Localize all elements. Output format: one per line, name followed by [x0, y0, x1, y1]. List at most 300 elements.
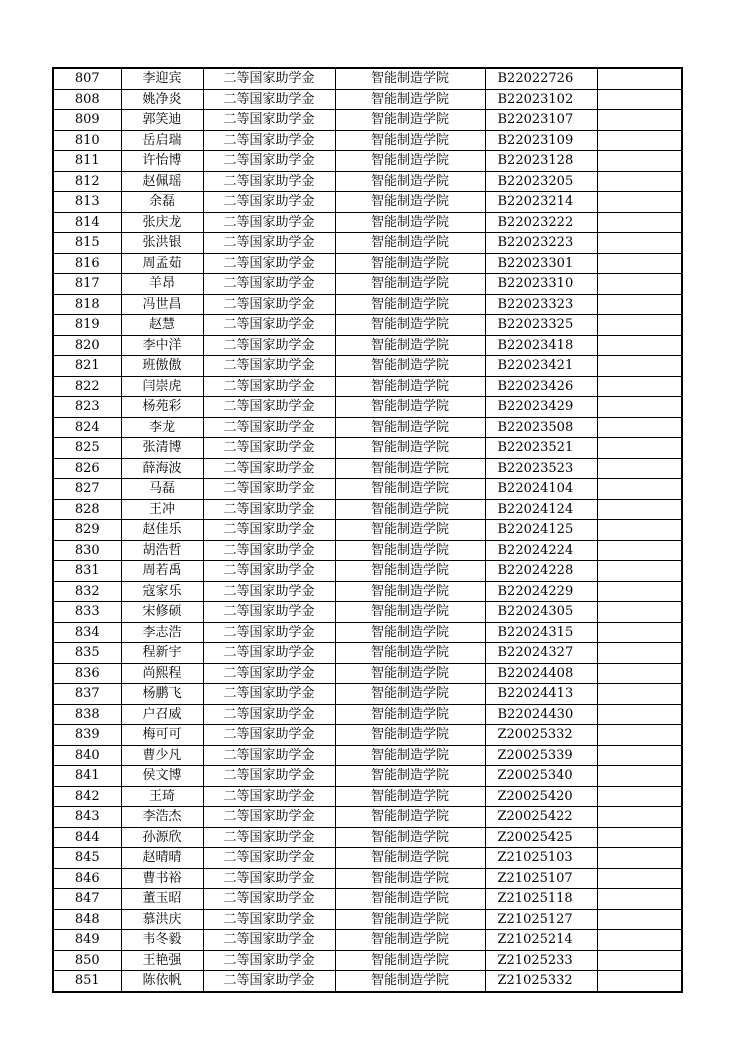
college-cell: 智能制造学院	[335, 520, 485, 541]
row-number-cell: 811	[53, 151, 121, 172]
table-row	[53, 171, 682, 192]
award-level-cell: 二等国家助学金	[203, 909, 335, 930]
student-name-cell: 余磊	[121, 192, 203, 213]
remark-cell	[597, 889, 682, 910]
student-name-cell: 慕洪庆	[121, 909, 203, 930]
table-row	[53, 499, 682, 520]
college-cell: 智能制造学院	[335, 868, 485, 889]
college-cell: 智能制造学院	[335, 499, 485, 520]
remark-cell	[597, 68, 682, 89]
college-cell: 智能制造学院	[335, 212, 485, 233]
student-name-cell: 郭笑迪	[121, 110, 203, 131]
award-level-cell: 二等国家助学金	[203, 376, 335, 397]
student-id-cell: B22024229	[485, 581, 597, 602]
student-name-cell: 羊昂	[121, 274, 203, 295]
table-row	[53, 130, 682, 151]
remark-cell	[597, 356, 682, 377]
student-name-cell: 姚净炎	[121, 89, 203, 110]
remark-cell	[597, 930, 682, 951]
award-level-cell: 二等国家助学金	[203, 253, 335, 274]
remark-cell	[597, 971, 682, 992]
award-level-cell: 二等国家助学金	[203, 520, 335, 541]
student-name-cell: 王冲	[121, 499, 203, 520]
college-cell: 智能制造学院	[335, 725, 485, 746]
remark-cell	[597, 950, 682, 971]
row-number-cell: 850	[53, 950, 121, 971]
row-number-cell: 830	[53, 540, 121, 561]
remark-cell	[597, 479, 682, 500]
row-number-cell: 808	[53, 89, 121, 110]
row-number-cell: 809	[53, 110, 121, 131]
student-name-cell: 薛海波	[121, 458, 203, 479]
student-id-cell: B22023214	[485, 192, 597, 213]
award-level-cell: 二等国家助学金	[203, 725, 335, 746]
student-id-cell: Z20025422	[485, 807, 597, 828]
student-name-cell: 李中洋	[121, 335, 203, 356]
college-cell: 智能制造学院	[335, 417, 485, 438]
student-id-cell: B22023107	[485, 110, 597, 131]
student-id-cell: Z21025118	[485, 889, 597, 910]
college-cell: 智能制造学院	[335, 766, 485, 787]
table-row	[53, 971, 682, 992]
student-id-cell: B22024228	[485, 561, 597, 582]
student-id-cell: B22023310	[485, 274, 597, 295]
student-name-cell: 尚熙程	[121, 663, 203, 684]
award-level-cell: 二等国家助学金	[203, 68, 335, 89]
student-id-cell: B22023421	[485, 356, 597, 377]
college-cell: 智能制造学院	[335, 704, 485, 725]
award-level-cell: 二等国家助学金	[203, 971, 335, 992]
award-level-cell: 二等国家助学金	[203, 499, 335, 520]
remark-cell	[597, 438, 682, 459]
college-cell: 智能制造学院	[335, 663, 485, 684]
table-row	[53, 417, 682, 438]
award-level-cell: 二等国家助学金	[203, 458, 335, 479]
table-row	[53, 68, 682, 89]
row-number-cell: 817	[53, 274, 121, 295]
student-name-cell: 张清博	[121, 438, 203, 459]
award-level-cell: 二等国家助学金	[203, 889, 335, 910]
award-level-cell: 二等国家助学金	[203, 643, 335, 664]
row-number-cell: 846	[53, 868, 121, 889]
student-name-cell: 韦冬毅	[121, 930, 203, 951]
award-level-cell: 二等国家助学金	[203, 151, 335, 172]
remark-cell	[597, 233, 682, 254]
award-level-cell: 二等国家助学金	[203, 827, 335, 848]
table-row	[53, 479, 682, 500]
student-id-cell: B22024305	[485, 602, 597, 623]
remark-cell	[597, 520, 682, 541]
table-row	[53, 520, 682, 541]
student-id-cell: B22023222	[485, 212, 597, 233]
award-level-cell: 二等国家助学金	[203, 848, 335, 869]
student-id-cell: B22024224	[485, 540, 597, 561]
college-cell: 智能制造学院	[335, 971, 485, 992]
row-number-cell: 818	[53, 294, 121, 315]
row-number-cell: 831	[53, 561, 121, 582]
student-id-cell: B22023205	[485, 171, 597, 192]
row-number-cell: 832	[53, 581, 121, 602]
table-row	[53, 848, 682, 869]
table-row	[53, 909, 682, 930]
remark-cell	[597, 581, 682, 602]
table-row	[53, 807, 682, 828]
student-id-cell: B22023508	[485, 417, 597, 438]
remark-cell	[597, 848, 682, 869]
student-name-cell: 李浩杰	[121, 807, 203, 828]
row-number-cell: 816	[53, 253, 121, 274]
award-level-cell: 二等国家助学金	[203, 684, 335, 705]
remark-cell	[597, 827, 682, 848]
remark-cell	[597, 458, 682, 479]
award-level-cell: 二等国家助学金	[203, 171, 335, 192]
table-row	[53, 151, 682, 172]
row-number-cell: 834	[53, 622, 121, 643]
table-row	[53, 294, 682, 315]
remark-cell	[597, 499, 682, 520]
remark-cell	[597, 130, 682, 151]
table-row	[53, 766, 682, 787]
student-id-cell: Z20025420	[485, 786, 597, 807]
college-cell: 智能制造学院	[335, 274, 485, 295]
remark-cell	[597, 868, 682, 889]
award-level-cell: 二等国家助学金	[203, 315, 335, 336]
student-id-cell: Z21025127	[485, 909, 597, 930]
student-id-cell: B22024104	[485, 479, 597, 500]
student-name-cell: 周若禹	[121, 561, 203, 582]
student-name-cell: 孙源欣	[121, 827, 203, 848]
award-level-cell: 二等国家助学金	[203, 786, 335, 807]
table-row	[53, 561, 682, 582]
student-name-cell: 程新宇	[121, 643, 203, 664]
college-cell: 智能制造学院	[335, 909, 485, 930]
student-id-cell: Z21025107	[485, 868, 597, 889]
remark-cell	[597, 192, 682, 213]
student-id-cell: B22024408	[485, 663, 597, 684]
award-level-cell: 二等国家助学金	[203, 663, 335, 684]
student-id-cell: B22023301	[485, 253, 597, 274]
remark-cell	[597, 540, 682, 561]
student-name-cell: 曹书裕	[121, 868, 203, 889]
table-row	[53, 725, 682, 746]
student-id-cell: B22023429	[485, 397, 597, 418]
row-number-cell: 827	[53, 479, 121, 500]
student-name-cell: 冯世昌	[121, 294, 203, 315]
student-name-cell: 班傲傲	[121, 356, 203, 377]
college-cell: 智能制造学院	[335, 376, 485, 397]
student-name-cell: 赵佩瑶	[121, 171, 203, 192]
table-body	[53, 68, 682, 992]
college-cell: 智能制造学院	[335, 540, 485, 561]
remark-cell	[597, 786, 682, 807]
student-name-cell: 宋修硕	[121, 602, 203, 623]
table-row	[53, 622, 682, 643]
college-cell: 智能制造学院	[335, 581, 485, 602]
student-name-cell: 许怡博	[121, 151, 203, 172]
student-id-cell: B22023418	[485, 335, 597, 356]
table-row	[53, 212, 682, 233]
award-level-cell: 二等国家助学金	[203, 212, 335, 233]
student-name-cell: 王琦	[121, 786, 203, 807]
remark-cell	[597, 151, 682, 172]
remark-cell	[597, 684, 682, 705]
row-number-cell: 844	[53, 827, 121, 848]
row-number-cell: 828	[53, 499, 121, 520]
row-number-cell: 836	[53, 663, 121, 684]
award-level-cell: 二等国家助学金	[203, 110, 335, 131]
row-number-cell: 824	[53, 417, 121, 438]
college-cell: 智能制造学院	[335, 89, 485, 110]
row-number-cell: 849	[53, 930, 121, 951]
college-cell: 智能制造学院	[335, 458, 485, 479]
remark-cell	[597, 397, 682, 418]
college-cell: 智能制造学院	[335, 930, 485, 951]
college-cell: 智能制造学院	[335, 643, 485, 664]
remark-cell	[597, 417, 682, 438]
remark-cell	[597, 335, 682, 356]
remark-cell	[597, 171, 682, 192]
student-name-cell: 户召威	[121, 704, 203, 725]
award-level-cell: 二等国家助学金	[203, 622, 335, 643]
table-row	[53, 581, 682, 602]
award-level-cell: 二等国家助学金	[203, 704, 335, 725]
college-cell: 智能制造学院	[335, 807, 485, 828]
table-row	[53, 253, 682, 274]
remark-cell	[597, 253, 682, 274]
college-cell: 智能制造学院	[335, 889, 485, 910]
student-id-cell: Z20025332	[485, 725, 597, 746]
row-number-cell: 839	[53, 725, 121, 746]
award-level-cell: 二等国家助学金	[203, 89, 335, 110]
college-cell: 智能制造学院	[335, 68, 485, 89]
student-id-cell: B22024124	[485, 499, 597, 520]
award-level-cell: 二等国家助学金	[203, 868, 335, 889]
row-number-cell: 812	[53, 171, 121, 192]
student-id-cell: B22023323	[485, 294, 597, 315]
student-name-cell: 李志浩	[121, 622, 203, 643]
row-number-cell: 837	[53, 684, 121, 705]
student-id-cell: B22023109	[485, 130, 597, 151]
row-number-cell: 843	[53, 807, 121, 828]
row-number-cell: 835	[53, 643, 121, 664]
student-id-cell: B22024430	[485, 704, 597, 725]
remark-cell	[597, 725, 682, 746]
table-row	[53, 602, 682, 623]
college-cell: 智能制造学院	[335, 848, 485, 869]
row-number-cell: 851	[53, 971, 121, 992]
table-row	[53, 889, 682, 910]
college-cell: 智能制造学院	[335, 253, 485, 274]
table-row	[53, 930, 682, 951]
student-name-cell: 周孟茹	[121, 253, 203, 274]
student-name-cell: 杨鹏飞	[121, 684, 203, 705]
student-name-cell: 张洪银	[121, 233, 203, 254]
college-cell: 智能制造学院	[335, 294, 485, 315]
row-number-cell: 826	[53, 458, 121, 479]
table-row	[53, 274, 682, 295]
college-cell: 智能制造学院	[335, 356, 485, 377]
student-name-cell: 杨苑彩	[121, 397, 203, 418]
award-level-cell: 二等国家助学金	[203, 950, 335, 971]
table-row	[53, 438, 682, 459]
table-row	[53, 192, 682, 213]
row-number-cell: 813	[53, 192, 121, 213]
table-row	[53, 540, 682, 561]
table-row	[53, 315, 682, 336]
row-number-cell: 840	[53, 745, 121, 766]
row-number-cell: 814	[53, 212, 121, 233]
remark-cell	[597, 89, 682, 110]
college-cell: 智能制造学院	[335, 192, 485, 213]
student-name-cell: 马磊	[121, 479, 203, 500]
college-cell: 智能制造学院	[335, 110, 485, 131]
student-id-cell: B22023325	[485, 315, 597, 336]
award-level-cell: 二等国家助学金	[203, 602, 335, 623]
remark-cell	[597, 622, 682, 643]
award-level-cell: 二等国家助学金	[203, 766, 335, 787]
student-id-cell: B22023223	[485, 233, 597, 254]
row-number-cell: 845	[53, 848, 121, 869]
table-row	[53, 704, 682, 725]
student-name-cell: 李迎宾	[121, 68, 203, 89]
row-number-cell: 848	[53, 909, 121, 930]
remark-cell	[597, 663, 682, 684]
award-level-cell: 二等国家助学金	[203, 930, 335, 951]
college-cell: 智能制造学院	[335, 950, 485, 971]
remark-cell	[597, 561, 682, 582]
row-number-cell: 841	[53, 766, 121, 787]
college-cell: 智能制造学院	[335, 438, 485, 459]
row-number-cell: 823	[53, 397, 121, 418]
award-level-cell: 二等国家助学金	[203, 294, 335, 315]
remark-cell	[597, 212, 682, 233]
student-id-cell: Z20025339	[485, 745, 597, 766]
row-number-cell: 819	[53, 315, 121, 336]
college-cell: 智能制造学院	[335, 479, 485, 500]
row-number-cell: 807	[53, 68, 121, 89]
student-name-cell: 闫崇虎	[121, 376, 203, 397]
row-number-cell: 810	[53, 130, 121, 151]
student-name-cell: 曹少凡	[121, 745, 203, 766]
row-number-cell: 833	[53, 602, 121, 623]
row-number-cell: 842	[53, 786, 121, 807]
table-row	[53, 110, 682, 131]
college-cell: 智能制造学院	[335, 130, 485, 151]
award-level-cell: 二等国家助学金	[203, 540, 335, 561]
college-cell: 智能制造学院	[335, 233, 485, 254]
table-row	[53, 827, 682, 848]
student-name-cell: 岳启瑞	[121, 130, 203, 151]
award-level-cell: 二等国家助学金	[203, 417, 335, 438]
row-number-cell: 829	[53, 520, 121, 541]
row-number-cell: 825	[53, 438, 121, 459]
student-id-cell: Z20025425	[485, 827, 597, 848]
student-id-cell: B22023128	[485, 151, 597, 172]
award-level-cell: 二等国家助学金	[203, 233, 335, 254]
college-cell: 智能制造学院	[335, 151, 485, 172]
college-cell: 智能制造学院	[335, 786, 485, 807]
student-id-cell: B22024413	[485, 684, 597, 705]
student-name-cell: 陈依帆	[121, 971, 203, 992]
remark-cell	[597, 766, 682, 787]
student-id-cell: Z21025103	[485, 848, 597, 869]
remark-cell	[597, 602, 682, 623]
student-name-cell: 赵佳乐	[121, 520, 203, 541]
college-cell: 智能制造学院	[335, 684, 485, 705]
scholarship-table	[52, 67, 683, 993]
table-row	[53, 663, 682, 684]
student-name-cell: 张庆龙	[121, 212, 203, 233]
remark-cell	[597, 807, 682, 828]
student-name-cell: 赵慧	[121, 315, 203, 336]
table-row	[53, 376, 682, 397]
student-id-cell: Z21025233	[485, 950, 597, 971]
student-name-cell: 赵晴晴	[121, 848, 203, 869]
student-name-cell: 胡浩哲	[121, 540, 203, 561]
row-number-cell: 822	[53, 376, 121, 397]
table-row	[53, 458, 682, 479]
award-level-cell: 二等国家助学金	[203, 192, 335, 213]
award-level-cell: 二等国家助学金	[203, 438, 335, 459]
student-name-cell: 梅可可	[121, 725, 203, 746]
college-cell: 智能制造学院	[335, 622, 485, 643]
student-id-cell: Z21025214	[485, 930, 597, 951]
award-level-cell: 二等国家助学金	[203, 356, 335, 377]
student-id-cell: B22023523	[485, 458, 597, 479]
college-cell: 智能制造学院	[335, 315, 485, 336]
college-cell: 智能制造学院	[335, 602, 485, 623]
remark-cell	[597, 704, 682, 725]
student-name-cell: 王艳强	[121, 950, 203, 971]
remark-cell	[597, 294, 682, 315]
student-id-cell: B22024125	[485, 520, 597, 541]
table-row	[53, 868, 682, 889]
student-id-cell: Z21025332	[485, 971, 597, 992]
remark-cell	[597, 376, 682, 397]
row-number-cell: 838	[53, 704, 121, 725]
award-level-cell: 二等国家助学金	[203, 335, 335, 356]
student-id-cell: B22024327	[485, 643, 597, 664]
college-cell: 智能制造学院	[335, 171, 485, 192]
table-row	[53, 950, 682, 971]
remark-cell	[597, 110, 682, 131]
table-row	[53, 786, 682, 807]
remark-cell	[597, 274, 682, 295]
award-level-cell: 二等国家助学金	[203, 479, 335, 500]
college-cell: 智能制造学院	[335, 335, 485, 356]
student-id-cell: Z20025340	[485, 766, 597, 787]
student-name-cell: 寇家乐	[121, 581, 203, 602]
award-level-cell: 二等国家助学金	[203, 561, 335, 582]
row-number-cell: 821	[53, 356, 121, 377]
table-row	[53, 643, 682, 664]
row-number-cell: 820	[53, 335, 121, 356]
remark-cell	[597, 909, 682, 930]
table-row	[53, 89, 682, 110]
award-level-cell: 二等国家助学金	[203, 745, 335, 766]
award-level-cell: 二等国家助学金	[203, 397, 335, 418]
award-level-cell: 二等国家助学金	[203, 581, 335, 602]
table-row	[53, 684, 682, 705]
table-row	[53, 397, 682, 418]
college-cell: 智能制造学院	[335, 745, 485, 766]
award-level-cell: 二等国家助学金	[203, 807, 335, 828]
table-row	[53, 745, 682, 766]
remark-cell	[597, 745, 682, 766]
award-level-cell: 二等国家助学金	[203, 130, 335, 151]
student-id-cell: B22022726	[485, 68, 597, 89]
table-row	[53, 335, 682, 356]
